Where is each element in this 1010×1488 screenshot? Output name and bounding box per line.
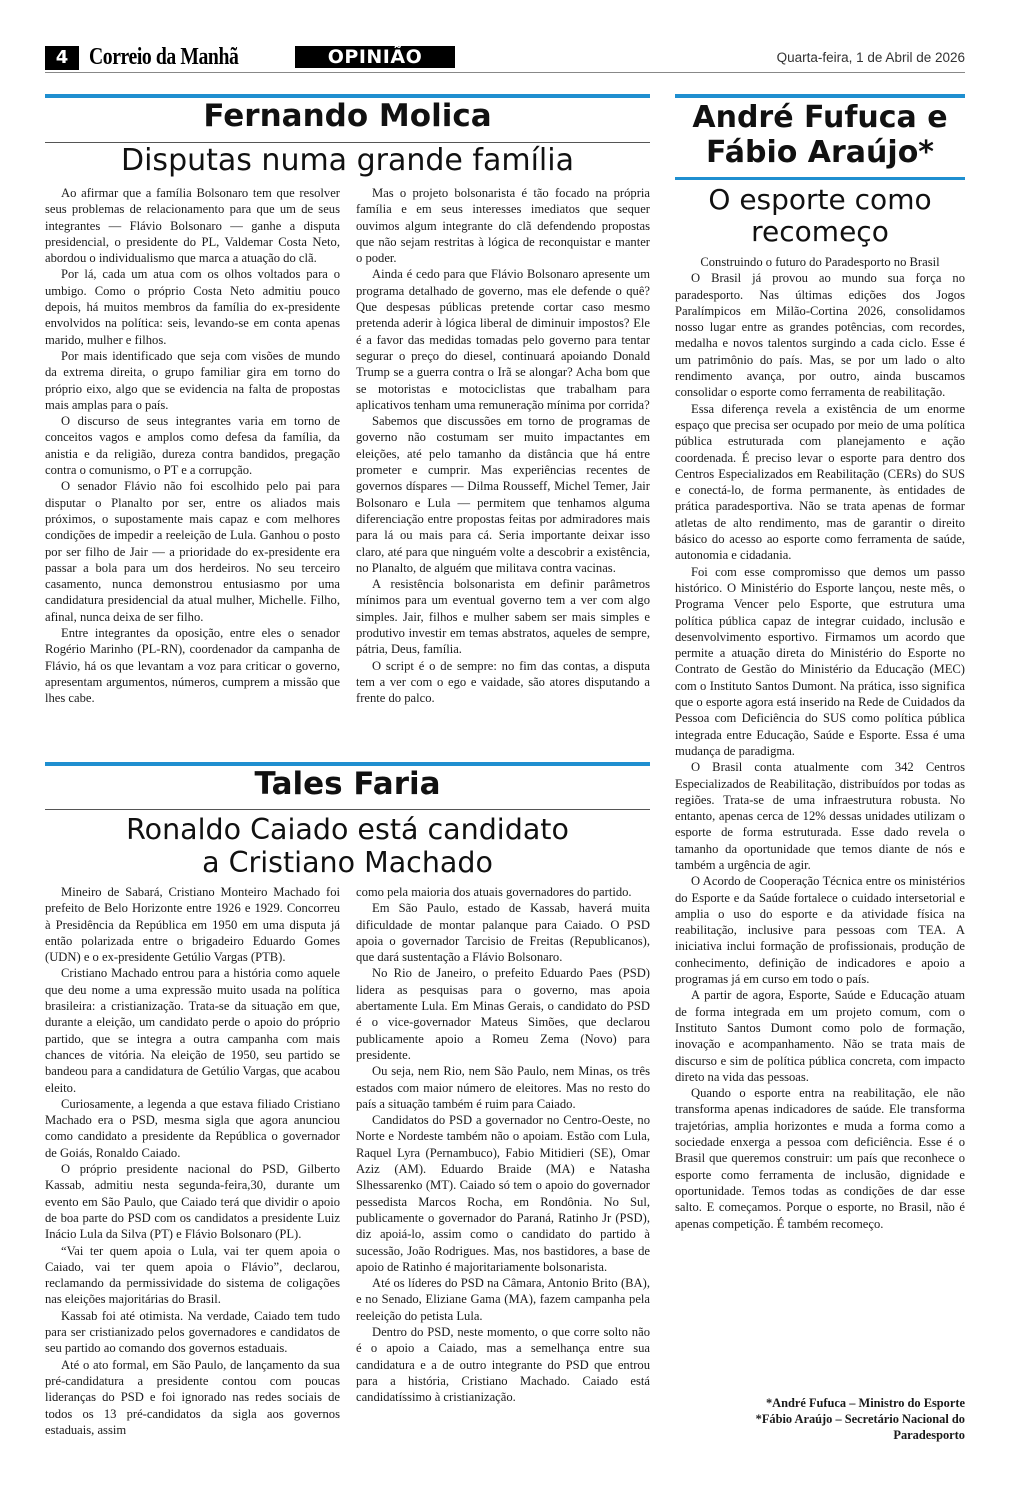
paragraph: Ou seja, nem Rio, nem São Paulo, nem Minas, os três estados com maior número de eleitores. Mas no resto do país a situação também é ruim para Caiado. [356, 1064, 650, 1111]
paragraph: Ainda é cedo para que Flávio Bolsonaro apresente um programa detalhado de governo, mas ele defende o quê? Que despesas públicas pretende cortar caso mesmo pretenda aderir à lógica liberal de diminuir impostos? Ele é a favor das medidas tomadas pelo governo para tentar segurar o preço do diesel, continuará apoiando Donald Trump se a guerra contra o Irã se alongar? Acha bom que se motoristas e motociclistas que trabalham para aplicativos tenham uma remuneração mínima por corrida? [356, 267, 650, 412]
credit-line: *Fábio Araújo – Secretário Nacional do [755, 1412, 965, 1426]
paragraph: Mineiro de Sabará, Cristiano Monteiro Machado foi prefeito de Belo Horizonte entre 1926 e 1929. Concorreu à Presidência da República em 1950 em uma disputa já então polarizada entre o brigadeiro Eduardo Gomes (UDN) e o ex-presidente Getúlio Vargas (PTB). [45, 885, 340, 965]
paragraph: Até o ato formal, em São Paulo, de lançamento da sua pré-candidatura a presidente contou com poucas lideranças do PSD e foi ignorado nas redes sociais de todos os 13 pré-candidatos da sigla aos governos estaduais, assim [45, 1357, 340, 1437]
paragraph: Foi com esse compromisso que demos um passo histórico. O Ministério do Esporte lançou, neste mês, o Programa Vencer pelo Esporte, que estrutura uma política pública capaz de integrar cuidado, inclusão e desenvolvimento esportivo. Firmamos um acordo que permite a atuação direta do Ministério do Esporte no Contrato de Gestão do Ministério da Educação (MEC) com o Instituto Santos Dumont. Na prática, isso significa que o esporte agora está inserido na Rede de Cuidados da Pessoa com Deficiência do SUS como política pública integrada entre Educação, Saúde e Esporte. Essa é uma mudança de paradigma. [675, 564, 965, 758]
paragraph: Quando o esporte entra na reabilitação, ele não transforma apenas indicadores de saúde. Ele transforma trajetórias, amplia horizontes e muda a forma como a sociedade enxerga a pessoa com deficiência. Esse é o Brasil que queremos construir: um país que reconhece o esporte como ferramenta de inclusão, dignidade e oportunidade. Temos todas as condições de dar esse salto. E começamos. Porque o esporte, no Brasil, não é apenas competição. É também recomeço. [675, 1086, 965, 1231]
page-number: 4 [45, 46, 79, 70]
paragraph: Kassab foi até otimista. Na verdade, Caiado tem tudo para ser cristianizado pelos governadores e candidatos de seu partido ao comando dos governos estaduais. [45, 1308, 340, 1356]
paragraph: Em São Paulo, estado de Kassab, haverá muita dificuldade de montar palanque para Caiado. O PSD apoia o governador Tarcisio de Freitas (Republicanos), que dará sustentação a Flávio Bolsonaro. [356, 901, 650, 965]
header-divider [45, 72, 965, 73]
section-label: OPINIÃO [295, 46, 455, 68]
article1-author: Fernando Molica [203, 98, 492, 134]
article3-headline [675, 184, 965, 248]
article2-author-divider [45, 809, 650, 810]
publication-date: Quarta-feira, 1 de Abril de 2026 [776, 50, 965, 65]
paragraph: como pela maioria dos atuais governadores do partido. [356, 885, 632, 899]
article2-headline-line-1: Ronaldo Caiado está candidato [126, 813, 569, 846]
paragraph: A partir de agora, Esporte, Saúde e Educação atuam de forma integrada em um projeto comum, com o Instituto Santos Dumont como polo de formação, inovação e acompanhamento. Não se trata mais de discurso e sim de política pública concreta, com impacto direto na vida das pessoas. [675, 988, 965, 1084]
article1-column-1 [45, 185, 340, 707]
article3-column [675, 254, 965, 1232]
paragraph: Por lá, cada um atua com os olhos voltados para o umbigo. Como o próprio Costa Neto admitiu pouco depois, há muitos membros da família do ex-presidente envolvidos na política: seis, levando-se em conta apenas marido, mulher e filhos. [45, 267, 340, 347]
paragraph: A resistência bolsonarista em definir parâmetros mínimos para um eventual governo tem a ver com algo simples. Jair, filhos e mulher sabem ser mais simples e produtivo investir em temas abstratos, aqueles de sempre, pátria, Deus, família. [356, 577, 650, 657]
paragraph: Essa diferença revela a existência de um enorme espaço que precisa ser ocupado por meio de uma política pública estruturada com planejamento e ação coordenada. É preciso levar o esporte para dentro dos Centros Especializados em Reabilitação (CERs) do SUS e conectá-lo, de forma permanente, às entidades de prática paradesportiva. Não se trata apenas de formar atletas de alto rendimento, mas de garantir o direito básico do acesso ao esporte como ferramenta de saúde, autonomia e cidadania. [675, 401, 965, 563]
article3-kicker: Construindo o futuro do Paradesporto no Brasil [700, 255, 940, 269]
article2-headline [45, 814, 650, 880]
article1-headline: Disputas numa grande família [121, 143, 574, 178]
newspaper-name: Correio da Manhã [89, 44, 239, 70]
article1-column-2 [356, 185, 650, 707]
paragraph: Sabemos que discussões em torno de programas de governo não costumam ser muito impactantes em eleições, até pelo tamanho da distância que há entre prometer e cumprir. Mas experiências recentes de governos díspares — Dilma Rousseff, Michel Temer, Jair Bolsonaro e Lula — permitem que tenhamos alguma diferenciação entre propostas feitas por admiradores mais para lá ou mais para cá. Seria importante deixar isso claro, até para que ninguém volte a descobrir a existência, no Planalto, de alguém que militava contra vacinas. [356, 414, 650, 575]
paragraph: Dentro do PSD, neste momento, o que corre solto não é o apoio a Caiado, mas a semelhança entre sua candidatura e a de outro integrante do PSD que entrou para a história, Cristiano Machado. Caiado está candidatíssimo à cristianização. [356, 1325, 650, 1405]
paragraph: O script é o de sempre: no fim das contas, a disputa tem a ver com o ego e vaidade, são atores disputando a frente do palco. [356, 658, 650, 706]
article2-column-1 [45, 884, 340, 1438]
paragraph: O Acordo de Cooperação Técnica entre os ministérios do Esporte e da Saúde fortalece o cuidado intersetorial e amplia o uso do esporte e da atividade física na reabilitação, inclusive para pessoas com TEA. A iniciativa inclui formação de profissionais, produção de conhecimento, definição de indicadores e apoio a programas já em curso em todo o país. [675, 874, 965, 987]
paragraph: Curiosamente, a legenda a que estava filiado Cristiano Machado era o PSD, mesma sigla que agora anunciou como candidato a presidente da República o governador de Goiás, Ronaldo Caiado. [45, 1096, 340, 1160]
paragraph: O senador Flávio não foi escolhido pelo pai para disputar o Planalto por ser, entre os aliados mais próximos, o supostamente mais capaz e com melhores condições de impedir a reeleição de Lula. Ganhou o posto por ser filho de Jair — a prioridade do ex-presidente era passar a bola para um dos herdeiros. No seu terceiro casamento, nunca demonstrou entusiasmo por uma candidatura presidencial da atual mulher, Michelle. Filho, afinal, nunca deixa de ser filho. [45, 479, 340, 624]
paragraph: Por mais identificado que seja com visões de mundo da extrema direita, o grupo familiar gira em torno do próprio eixo, algo que se evidencia na falta de propostas mais amplas para o país. [45, 348, 340, 412]
paragraph: Candidatos do PSD a governador no Centro-Oeste, no Norte e Nordeste também não o apoiam. Estão com Lula, Raquel Lyra (Pernambuco), Fabio Mitidieri (SE), Omar Aziz (AM). Eduardo Braide (MA) e Natasha Slhessarenko (MT). Caiado só tem o apoio do governador pessedista Marcos Rocha, em Rondônia. No Sul, publicamente o governador do Paraná, Ratinho Jr (PSD), diz apoiá-lo, assim como o candidato do partido à sucessão, João Rodrigues. Mas, nos bastidores, a base de apoio de Ratinho é majoritariamente bolsonarista. [356, 1113, 650, 1274]
article3-headline-line-2: recomeço [751, 215, 889, 249]
paragraph: Cristiano Machado entrou para a história como aquele que deu nome a uma expressão muito usada na política brasileira: a cristianização. Trata-se da situação em que, durante a eleição, um candidato perde o apoio do próprio partido, que se integra a outra campanha com mais chances de vitória. Na eleição de 1950, seu partido se bandeou para a candidatura de Getúlio Vargas, que acabou eleito. [45, 966, 340, 1095]
paragraph: O discurso de seus integrantes varia em torno de conceitos vagos e amplos como defesa da família, da anistia e da religião, dureza contra bandidos, pregação contra o comunismo, o PT e a corrupção. [45, 414, 340, 478]
paragraph: Ao afirmar que a família Bolsonaro tem que resolver seus problemas de relacionamento para que um de seus integrantes — Flávio Bolsonaro — ganhe a disputa presidencial, o presidente do PL, Valdemar Costa Neto, abordou o individualismo que marca a atuação do clã. [45, 186, 340, 266]
paragraph: Até os líderes do PSD na Câmara, Antonio Brito (BA), e no Senado, Eliziane Gama (MA), fazem campanha pela reeleição do petista Lula. [356, 1276, 650, 1323]
article2-author: Tales Faria [254, 766, 441, 802]
article2-headline-line-2: a Cristiano Machado [202, 845, 493, 879]
paragraph: O Brasil conta atualmente com 342 Centros Especializados de Reabilitação, distribuídos por todas as regiões. Trata-se de uma infraestrutura robusta. No entanto, apenas cerca de 12% dessas unidades utilizam o esporte de forma estruturada. Esse dado revela o tamanho da oportunidade que temos diante de nós e também a urgência de agir. [675, 760, 965, 872]
article3-author-credits [665, 1395, 965, 1443]
paragraph: O Brasil já provou ao mundo sua força no paradesporto. Nas últimas edições dos Jogos Paralímpicos em Milão-Cortina 2026, consolidamos nosso lugar entre as grandes potências, com recordes, medalha e novos talentos surgindo a cada ciclo. Esse é um patrimônio do país. Mas, se por um lado o alto rendimento avança, por outro, ainda buscamos consolidar o esporte como ferramenta de reabilitação. [675, 271, 965, 400]
paragraph: Mas o projeto bolsonarista é tão focado na própria família e em seus interesses imediatos que sequer ouvimos algum integrante do clã defendendo propostas que não sejam restritas à lógica de reconquistar e manter o poder. [356, 186, 650, 266]
paragraph: O próprio presidente nacional do PSD, Gilberto Kassab, admitiu nesta segunda-feira,30, durante um evento em São Paulo, que Caiado terá que dividir o apoio de boa parte do PSD com os candidatos a presidente Luiz Inácio Lula da Silva (PT) e Flávio Bolsonaro (PL). [45, 1162, 340, 1242]
article3-headline-line-1: O esporte como [708, 183, 932, 216]
article3-author-line-2: Fábio Araújo* [706, 134, 934, 170]
article3-author-line-1: André Fufuca e [692, 100, 948, 135]
article2-column-2 [356, 884, 650, 1406]
credit-line: *André Fufuca – Ministro do Esporte [765, 1396, 965, 1410]
article3-author-divider [675, 177, 965, 180]
paragraph: No Rio de Janeiro, o prefeito Eduardo Paes (PSD) lidera as pesquisas para o governo, mas apoia abertamente Lula. Em Minas Gerais, o candidato do PSD é o vice-governador Mateus Simões, que declarou publicamente apoio a Romeu Zema (Novo) para presidente. [356, 966, 650, 1062]
article3-top-rule [675, 94, 965, 98]
page-header [45, 46, 965, 72]
paragraph: Entre integrantes da oposição, entre eles o senador Rogério Marinho (PL-RN), coordenador da campanha de Flávio, há os que levantam a voz para criticar o governo, apresentam argumentos, números, cumprem a missão que lhes cabe. [45, 626, 340, 706]
article3-authors [675, 101, 965, 170]
paragraph: “Vai ter quem apoia o Lula, vai ter quem apoia o Caiado, vai ter quem apoia o Flávio”, declarou, reclamando da permissividade do sistema de coligações nas eleições majoritárias do Brasil. [45, 1243, 340, 1307]
credit-line: Paradesporto [893, 1428, 965, 1442]
